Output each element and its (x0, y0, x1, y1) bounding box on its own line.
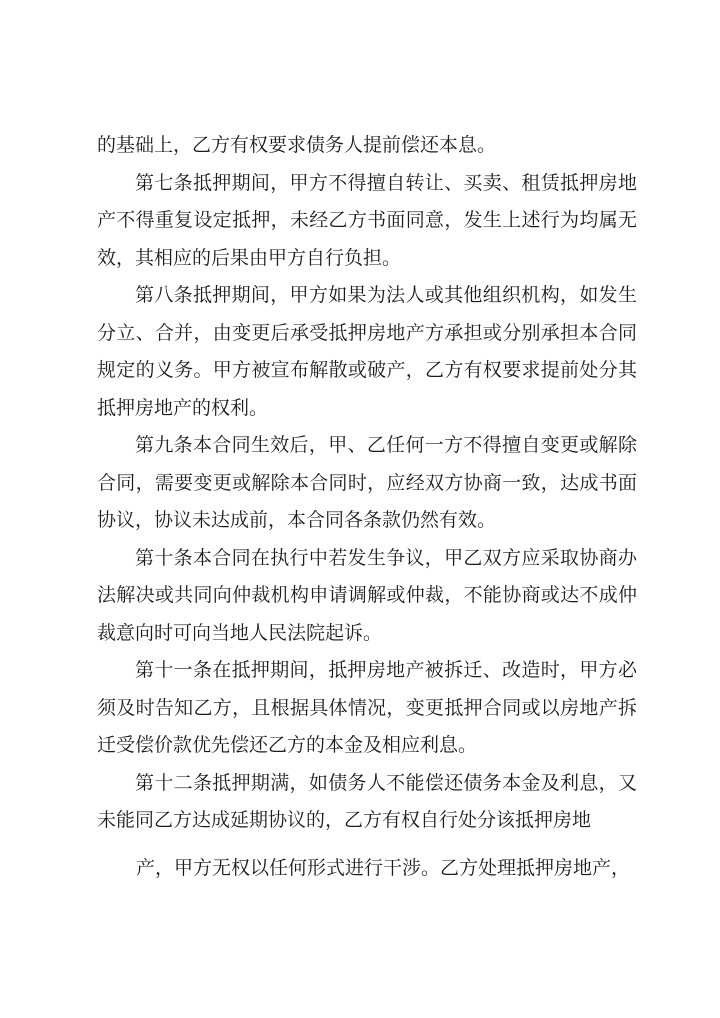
paragraph-article-10: 第十条本合同在执行中若发生争议，甲乙双方应采取协商办法解决或共同向仲裁机构申请调解或仲裁，不能协商或达不成仲裁意向时可向当地人民法院起诉。 (97, 546, 637, 644)
paragraph-article-11: 第十一条在抵押期间，抵押房地产被拆迁、改造时，甲方必须及时告知乙方，且根据具体情况，变更抵押合同或以房地产拆迁受偿价款优先偿还乙方的本金及相应利息。 (97, 659, 637, 756)
paragraph-article-12-continuation: 产，甲方无权以任何形式进行干涉。乙方处理抵押房地产， (136, 857, 631, 879)
paragraph-continuation: 的基础上，乙方有权要求债务人提前偿还本息。 (97, 134, 497, 156)
paragraph-article-8: 第八条抵押期间，甲方如果为法人或其他组织机构，如发生分立、合并，由变更后承受抵押房地产方承担或分别承担本合同规定的义务。甲方被宣布解散或破产，乙方有权要求提前处分其抵押房地产的权利。 (97, 284, 637, 419)
document-body (97, 127, 637, 840)
paragraph-article-9: 第九条本合同生效后，甲、乙任何一方不得擅自变更或解除合同，需要变更或解除本合同时，应经双方协商一致，达成书面协议，协议未达成前，本合同各条款仍然有效。 (97, 434, 637, 531)
paragraph-article-7: 第七条抵押期间，甲方不得擅自转让、买卖、租赁抵押房地产不得重复设定抵押，未经乙方书面同意，发生上述行为均属无效，其相应的后果由甲方自行负担。 (97, 171, 637, 269)
paragraph-article-12: 第十二条抵押期满，如债务人不能偿还债务本金及利息，又未能同乙方达成延期协议的，乙方有权自行处分该抵押房地 (97, 771, 637, 831)
